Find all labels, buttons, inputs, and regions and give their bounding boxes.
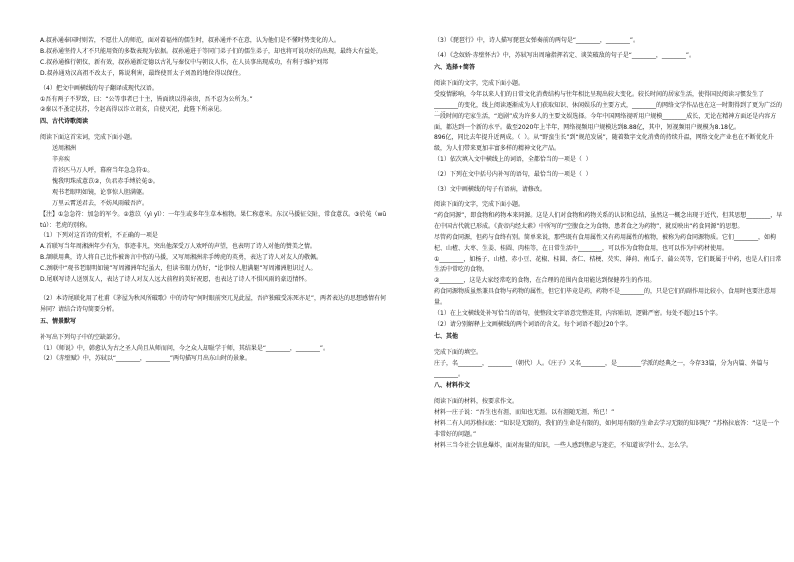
question: （1）在上文横线处补写恰当的语句，使整段文字语意完整连贯，内容贴切，逻辑严密。每处不超过15个字。 [434,310,722,318]
passage-paragraph: 尽管药食同源，但药与食终有别。简单来说，那些既有食用属性又有药用属性的植物，被称为药食同源物质。它们________，如枸杞、山楂、大枣、生姜、桂圆、肉桂等，在日常生活中________，可以作为食物食用，也可以作为中药材使用。 [434,233,777,252]
passage-paragraph: ①________，如杨子、山楂、赤小豆、花椒、桂圆、杏仁、桔梗、芡实、薄荷、南瓜子、蒲公英等，它们既属于中药，也是人们日常生活中常吃的食物。 [434,255,782,274]
section-5-title: 五、情景默写 [40,317,77,325]
section-4-intro: 阅读下面这首宋词，完成下面小题。 [40,134,137,142]
q1-option-c: C.颈联中“观书老眼明如镜”写周湘洲年纪虽大，但读书眼力仍好，“论事惊人胆满躯”写周湘洲胆识过人。 [40,265,317,273]
fill-item: （4）《念奴娇·赤壁怀古》中，苏轼写出周瑜指挥若定、谈笑破敌的句子是“________，________”。 [434,51,695,59]
passage-paragraph: 药食同源物质虽然兼具食物与药物的属性，但它们毕竟是药，药物不是________的，只是它们的副作用比较小，食用时也要注意用量。 [434,288,777,307]
option-c: C.叔孙通推行朝仪，新有效，叔孙通新定德以古礼与秦仪中与朝议人作，在人员事出现成功，有利于维护刘邦 [40,58,329,66]
passage-paragraph: 一段时间的宅家生活，“追剧”成为许多人的主要文娱选择。今年中国网络视听用户规模________成长，无论在精神方面还是内容方面，都达到一个新的水平。截至2020年上半年，网络视频用户规模达到8.88亿，其中，短视频用户规模为8.18亿。 [434,112,777,131]
classical-reading-options [40,36,390,116]
material-line: 材料二有人问苏格拉底：“知识是无限的，我们的生命是有限的，如何用有限的生命去学习无限的知识呢？”苏格拉底答：“这是一个非常好的问题。” [434,420,780,439]
fill-item: （2）《赤壁赋》中，苏轼以“________，________”两句描写月出东山时的景象。 [40,355,252,363]
poem-line: 万里云霄送君去，不妨风雨破吾庐。 [52,199,149,207]
q1-option-a: A.首联写当年周湘洲年少有为，事迹非凡，突出他深受万人欢呼的声望，也表明了诗人对他的赞美之情。 [40,243,316,251]
q1-option-b: B.颔联用典，诗人将自己比作被谗言中伤的马援，又写周湘洲赤手缚虎的英勇，表达了诗人对友人的敬佩。 [40,254,323,262]
fill-item: （3）《琵琶行》中，诗人描写琵琶女弹奏前的两句是“________，________”。 [434,37,640,44]
passage-paragraph: 受疫情影响，今年以来人们的日常文化消费结构与往年相比呈现出较大变化。较长时间的居家生活，使得国民阅读习惯发生了________的变化，线上阅读逐渐成为人们获取知识、休闲娱乐的主要方式，________的网络文学作品也在这一时期得到了更为广泛的 [434,90,783,109]
option-a: A.叔孙通奉国时则苦，不愿仕人的师范，面对着福州的儒生时，叔孙通并不在意，认为他们是不懂时势变化的人。 [40,37,340,44]
question-2: （2）本诗尾联化用了杜甫《茅屋为秋风所破歌》中的诗句“何时眼前突兀见此屋，吾庐独破受冻死亦足”，两者表达的思想感情有何异同？请结合诗句简要分析。 [40,294,387,313]
translate-item-1: ①吾有两子不罗致，曰：“公等事者已十主，皆面谀以得亲贵，吾不忍为公所为。” [40,95,253,103]
left-column [40,36,390,365]
right-column [434,36,784,452]
poem-line: 观书老眼明如镜，论事惊人胆满躯。 [52,188,149,196]
poem-line: 青衫匹马万人呼，幕府当年急急符①。 [52,166,154,174]
section-5-intro: 补写出下列句子中的空缺部分。 [40,333,125,341]
poem-note: 【注】①急急符：加急的军令。②薏苡（yì yǐ）：一年生或多年生草本植物。果仁称薏米。东汉马援征交阯，常食薏苡。③於菟（wū tú）：老虎的别称。 [40,210,389,229]
translate-item-2: ②秦以不蚤定扶苏，令赵高得以诈立胡亥，自使灭祀，此陛下所亲见。 [40,106,226,114]
section-7-fill: 庄子，名________，________（朝代）人。《庄子》又名________，是________学派的经典之一，今存33篇，分为内篇、外篇与________。 [434,359,769,378]
poem-line: 愧我明珠成薏苡②，负君赤手缚於菟③。 [52,177,159,185]
section-6b-intro: 阅读下面的文字，完成下面小题。 [434,200,525,208]
option-d: D.叔孙通劝汉高祖不改太子，陈说利害，最终使晋太子刘盈的地位得以保住。 [40,69,245,77]
translate-question: （4）把文中画横线的句子翻译成现代汉语。 [40,84,158,92]
passage-paragraph: 896亿，同比去年提升近两成。（ ）。从“野蛮生长”到“规范发展”，随着数字文化消费的持续升温，网络文化产业也在不断优化升级，为人们带来更加丰富多样的精神文化产品。 [434,134,774,153]
poem-title: 送周湘洲 [52,145,77,153]
question-1: （1）下列对这首诗的赏析，不正确的一项是 [40,232,158,240]
section-6-intro: 阅读下面的文字，完成下面小题。 [434,79,525,87]
section-7-intro: 完成下面的填空。 [434,348,483,356]
question: （2）请分别解释上文画横线的两个词语的含义。每个词语不超过20个字。 [434,320,632,328]
poem-author: 辛弃疾 [52,156,71,164]
poem [40,144,390,209]
material-line: 材料三当今社会信息爆炸，面对海量的知识，一些人感到焦虑与迷茫，不知道该学什么、怎么学。 [434,442,693,449]
material-line: 材料一庄子说：“吾生也有涯，而知也无涯。以有涯随无涯，殆已！” [434,409,615,417]
fill-item: （1）《师说》中，韩愈认为古之圣人尚且从师而问，今之众人却耻学于师，其结果是“________，________”。 [40,344,330,352]
question: （2）下列在文中括号内补写的语句，最恰当的一项是（ ） [434,171,592,179]
option-b: B.叔孙通坚持人才不只能用资的多数表现为依据。叔孙通进于等同门弟子们的儒生弟子，却也将可说功好的出现，最终大有益处， [40,47,383,55]
section-8-intro: 阅读下面的材料，按要求作文。 [434,398,519,406]
section-8-title: 八、材料作文 [434,382,471,390]
question: （3）文中画横线的句子有语病，请修改。 [434,186,546,194]
q1-option-d: D.尾联写诗人送别友人，表达了诗人对友人远大前程的美好祝愿，也表达了诗人不惧风雨的豪迈情怀。 [40,276,311,284]
passage-paragraph: “药食同源”，即食物和药物本来同源。这是人们对食物和药物关系的认识和总结，虽然这一概念出现于近代，但其思想________，早在中国古代就已形成。《黄帝内经太素》中所写的“空腹食之为食物，患者食之为药物”，就反映出“药食同源”的思想。 [434,211,783,230]
section-7-title: 七、其他 [434,332,459,340]
section-4-title: 四、古代诗歌阅读 [40,118,89,126]
passage-paragraph: ②________，这是大家经常吃的食物，在合理的范围内食用能达到保健养生的作用。 [434,277,656,285]
question: （1）依次填入文中横线上的词语，全都恰当的一项是（ ） [434,156,592,164]
section-6-title: 六、选择+简答 [434,63,476,71]
